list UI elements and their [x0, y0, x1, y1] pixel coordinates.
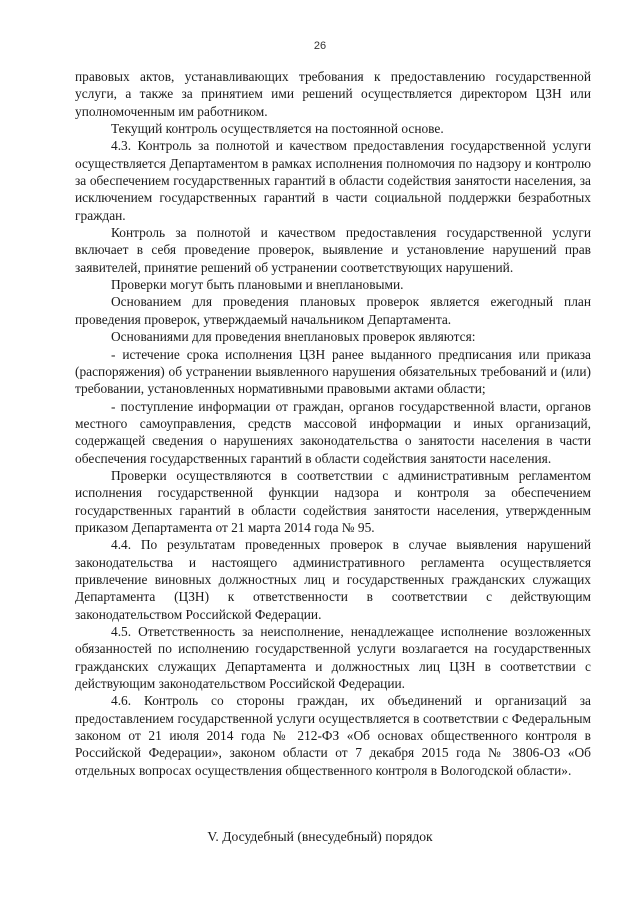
- list-item-information-receipt: - поступление информации от граждан, органов государственной власти, органов местного самоуправления, средств массовой информации и иных организаций, содержащей сведения о нарушениях законодательства о занятости населения в части обеспечения государственных гарантий в области содействия занятости населения.: [75, 398, 591, 466]
- list-item-deadline-expiry: - истечение срока исполнения ЦЗН ранее выданного предписания или приказа (распоряжения) об устранении выявленного нарушения обязательных требований и (или) требовании, установленных нормативными правовыми актами области;: [75, 346, 591, 397]
- paragraph-unplanned-basis: Основаниями для проведения внеплановых проверок являются:: [111, 329, 476, 345]
- paragraph-continuation: правовых актов, устанавливающих требования к предоставлению государственной услуги, а также за принятием ими решений осуществляется директором ЦЗН или уполномоченным им работником.: [75, 69, 591, 119]
- section-heading: V. Досудебный (внесудебный) порядок: [207, 829, 433, 844]
- paragraph-4-3: 4.3. Контроль за полнотой и качеством предоставления государственной услуги осуществляется Департаментом в рамках исполнения полномочия по надзору и контролю за обеспечением государственных гарантий в области содействия занятости населения, за исключением государственных гарантий в части социальной поддержки безработных граждан.: [75, 138, 591, 223]
- paragraph-4-5: 4.5. Ответственность за неисполнение, ненадлежащее исполнение возложенных обязанностей по исполнению государственной услуги возлагается на государственных гражданских служащих Департамента и должностных лиц ЦЗН в соответствии с действующим законодательством Российской Федерации.: [75, 624, 591, 692]
- paragraph-control-includes: Контроль за полнотой и качеством предоставления государственной услуги включает в себя проведение проверок, выявление и установление нарушений прав заявителей, принятие решений об устранении соответствующих нарушений.: [75, 225, 591, 275]
- paragraph-check-types: Проверки могут быть плановыми и внеплановыми.: [111, 277, 404, 293]
- paragraph-planned-basis: Основанием для проведения плановых проверок является ежегодный план проведения проверок, утверждаемый начальником Департамента.: [75, 294, 591, 327]
- paragraph-checks-regulation: Проверки осуществляются в соответствии с административным регламентом исполнения государственной функции надзора и контроля за обеспечением государственных гарантий в области содействия занятости населения, утвержденным приказом Департамента от 21 марта 2014 года № 95.: [75, 467, 591, 535]
- paragraph-current-control: Текущий контроль осуществляется на постоянной основе.: [111, 121, 444, 137]
- document-body: [75, 68, 591, 779]
- page-number: 26: [313, 40, 327, 52]
- paragraph-4-4: 4.4. По результатам проведенных проверок в случае выявления нарушений законодательства и настоящего административного регламента осуществляется привлечение виновных должностных лиц и государственных гражданских служащих Департамента (ЦЗН) к ответственности в соответствии с действующим законодательством Российской Федерации.: [75, 537, 591, 622]
- paragraph-4-6: 4.6. Контроль со стороны граждан, их объединений и организаций за предоставлением государственной услуги осуществляется в соответствии с Федеральным законом от 21 июля 2014 года № 212-ФЗ «Об основах общественного контроля в Российской Федерации», законом области от 7 декабря 2015 года № 3806-ОЗ «Об отдельных вопросах осуществления общественного контроля в Вологодской области».: [75, 693, 591, 778]
